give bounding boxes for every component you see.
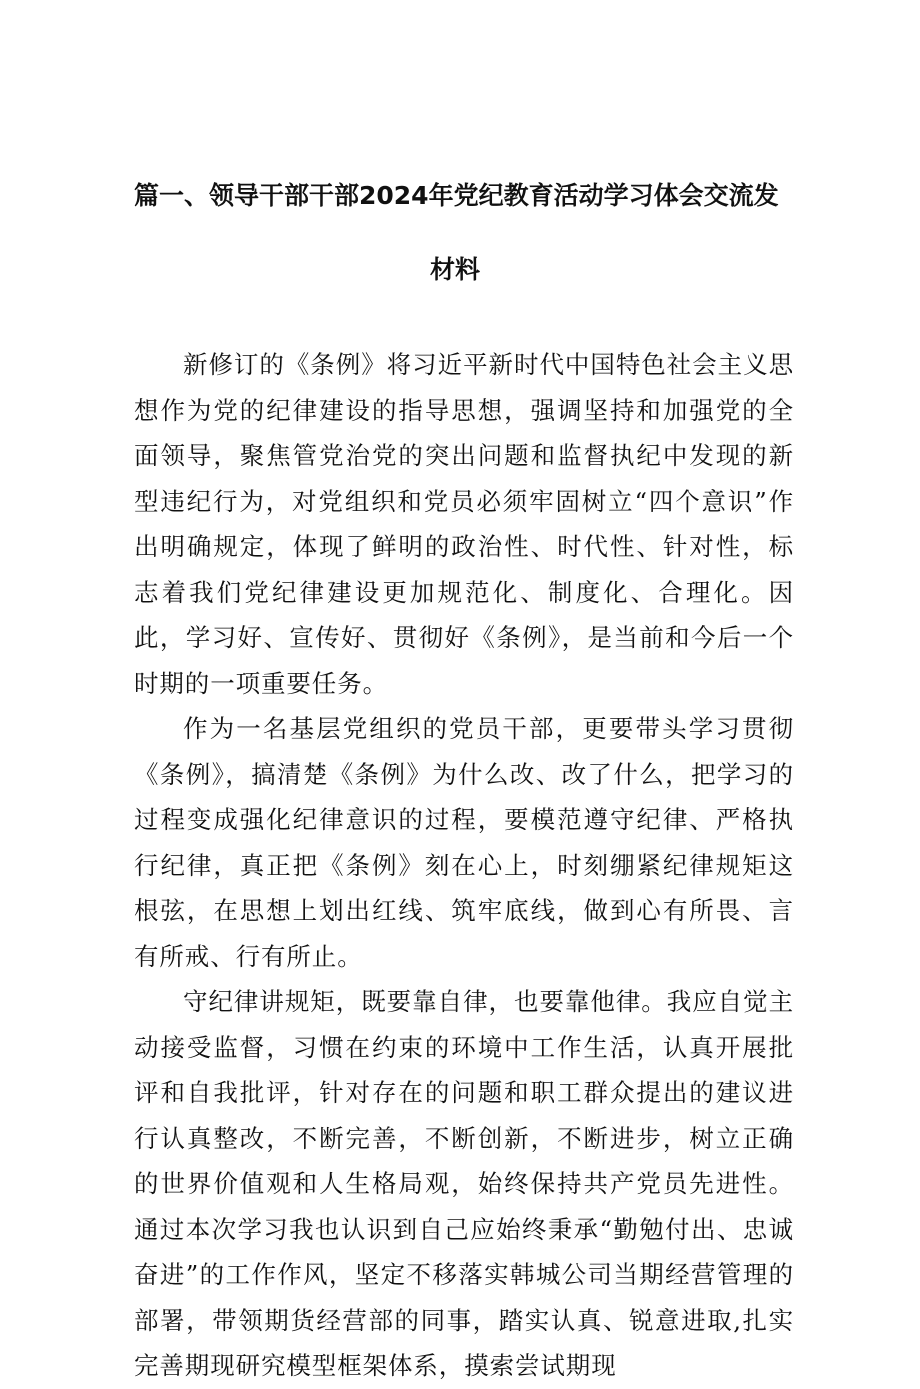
paragraph-2: 作为一名基层党组织的党员干部，更要带头学习贯彻《条例》，搞清楚《条例》为什么改、改了什么，把学习的过程变成强化纪律意识的过程，要模范遵守纪律、严格执行纪律，真正把《条例》刻在心上，时刻绷紧纪律规矩这根弦，在思想上划出红线、筑牢底线，做到心有所畏、言有所戒、行有所止。 bbox=[134, 714, 794, 971]
paragraph-1: 新修订的《条例》将习近平新时代中国特色社会主义思想作为党的纪律建设的指导思想，强调坚持和加强党的全面领导，聚焦管党治党的突出问题和监督执纪中发现的新型违纪行为，对党组织和党员必须牢固树立“四个意识”作出明确规定，体现了鲜明的政治性、时代性、针对性，标志着我们党纪律建设更加规范化、制度化、合理化。因此，学习好、宣传好、贯彻好《条例》，是当前和今后一个时期的一项重要任务。 bbox=[134, 350, 794, 698]
paragraph-3: 守纪律讲规矩，既要靠自律，也要靠他律。我应自觉主动接受监督，习惯在约束的环境中工作生活，认真开展批评和自我批评，针对存在的问题和职工群众提出的建议进行认真整改，不断完善，不断创新，不断进步，树立正确的世界价值观和人生格局观，始终保持共产党员先进性。通过本次学习我也认识到自己应始终秉承“勤勉付出、忠诚奋进”的工作作风，坚定不移落实韩城公司当期经营管理的部署，带领期货经营部的同事，踏实认真、锐意进取,扎实完善期现研究模型框架体系，摸索尝试期现 bbox=[134, 987, 794, 1380]
document-title-line-2: 材料 bbox=[429, 255, 480, 284]
document-title-line-1: 篇一、领导干部干部2024年党纪教育活动学习体会交流发 bbox=[134, 181, 779, 210]
document-body bbox=[134, 342, 794, 1389]
